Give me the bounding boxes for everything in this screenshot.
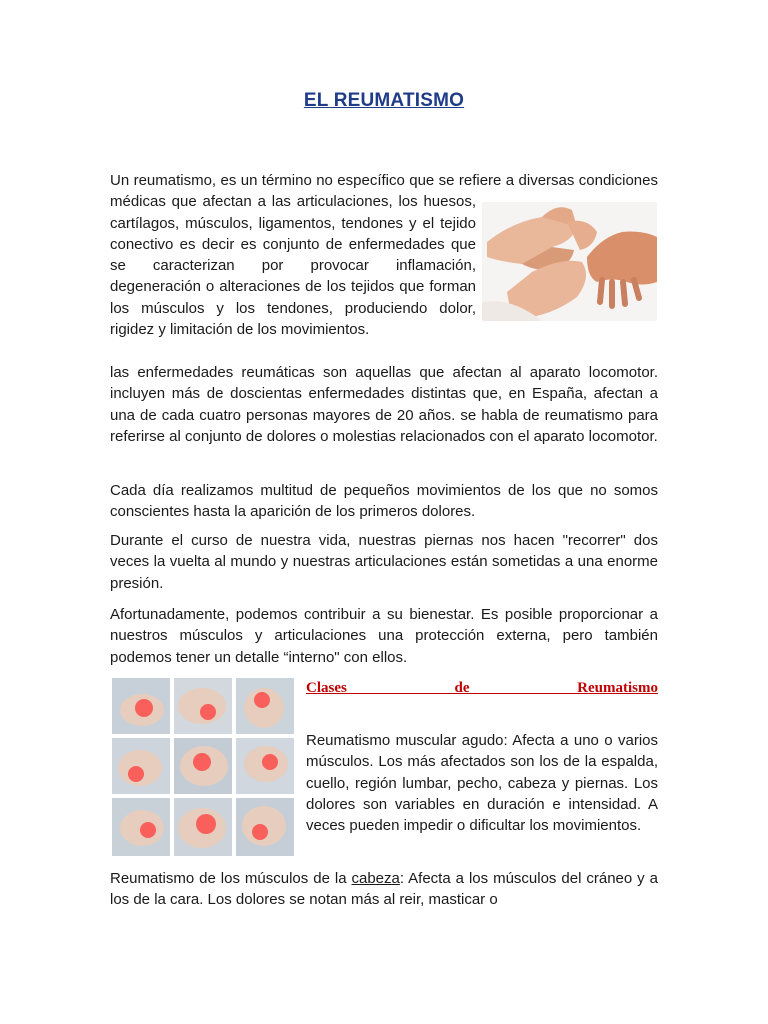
section-heading: Clases de Reumatismo xyxy=(306,680,658,696)
paragraph-piernas: Durante el curso de nuestra vida, nuestras piernas nos hacen "recorrer" dos veces la vuelta al mundo y nuestras articulaciones están sometidas a una enorme presión. xyxy=(110,532,658,592)
paragraph-musculos-cabeza: Reumatismo de los músculos de la cabeza: Afecta a los músculos del cráneo y a los de la cara. Los dolores se notan más al reir, masticar o xyxy=(110,870,658,909)
paragraph-muscular-agudo: Reumatismo muscular agudo: Afecta a uno o varios músculos. Los más afectados son los de la espalda, cuello, región lumbar, pecho, cabeza y piernas. Los dolores son variables en duración e intensidad. A veces pueden impedir o dificultar los movimientos. xyxy=(306,732,658,835)
paragraph-movimientos: Cada día realizamos multitud de pequeños movimientos de los que no somos conscientes hasta la aparición de los primeros dolores. xyxy=(110,482,658,521)
hands-photo xyxy=(482,202,657,321)
joint-pain-collage xyxy=(112,678,294,856)
intro-paragraph: Un reumatismo, es un término no específico que se refiere a diversas condiciones médicas que afectan a las articulaciones, los huesos, cartílagos, músculos, ligamentos, tendones y el tejido conectivo es decir es conjunto de enfermedades que se caracterizan por provocar inflamación, degeneración o alteraciones de los tejidos que forman los músculos y los tendones, produciendo dolor, rigidez y limitación de los movimientos. xyxy=(110,172,658,339)
paragraph-bienestar: Afortunadamente, podemos contribuir a su bienestar. Es posible proporcionar a nuestros músculos y articulaciones una protección externa, pero también podemos tener un detalle “interno" con ellos. xyxy=(110,606,658,666)
cabeza-link[interactable]: cabeza xyxy=(351,870,400,887)
page-title: EL REUMATISMO xyxy=(303,90,465,111)
paragraph-enfermedades: las enfermedades reumáticas son aquellas que afectan al aparato locomotor. incluyen más de doscientas enfermedades distintas que, en España, afectan a una de cada cuatro personas mayores de 20 años. se habla de reumatismo para referirse al conjunto de dolores o molestias relacionados con el aparato locomotor. xyxy=(110,364,658,445)
